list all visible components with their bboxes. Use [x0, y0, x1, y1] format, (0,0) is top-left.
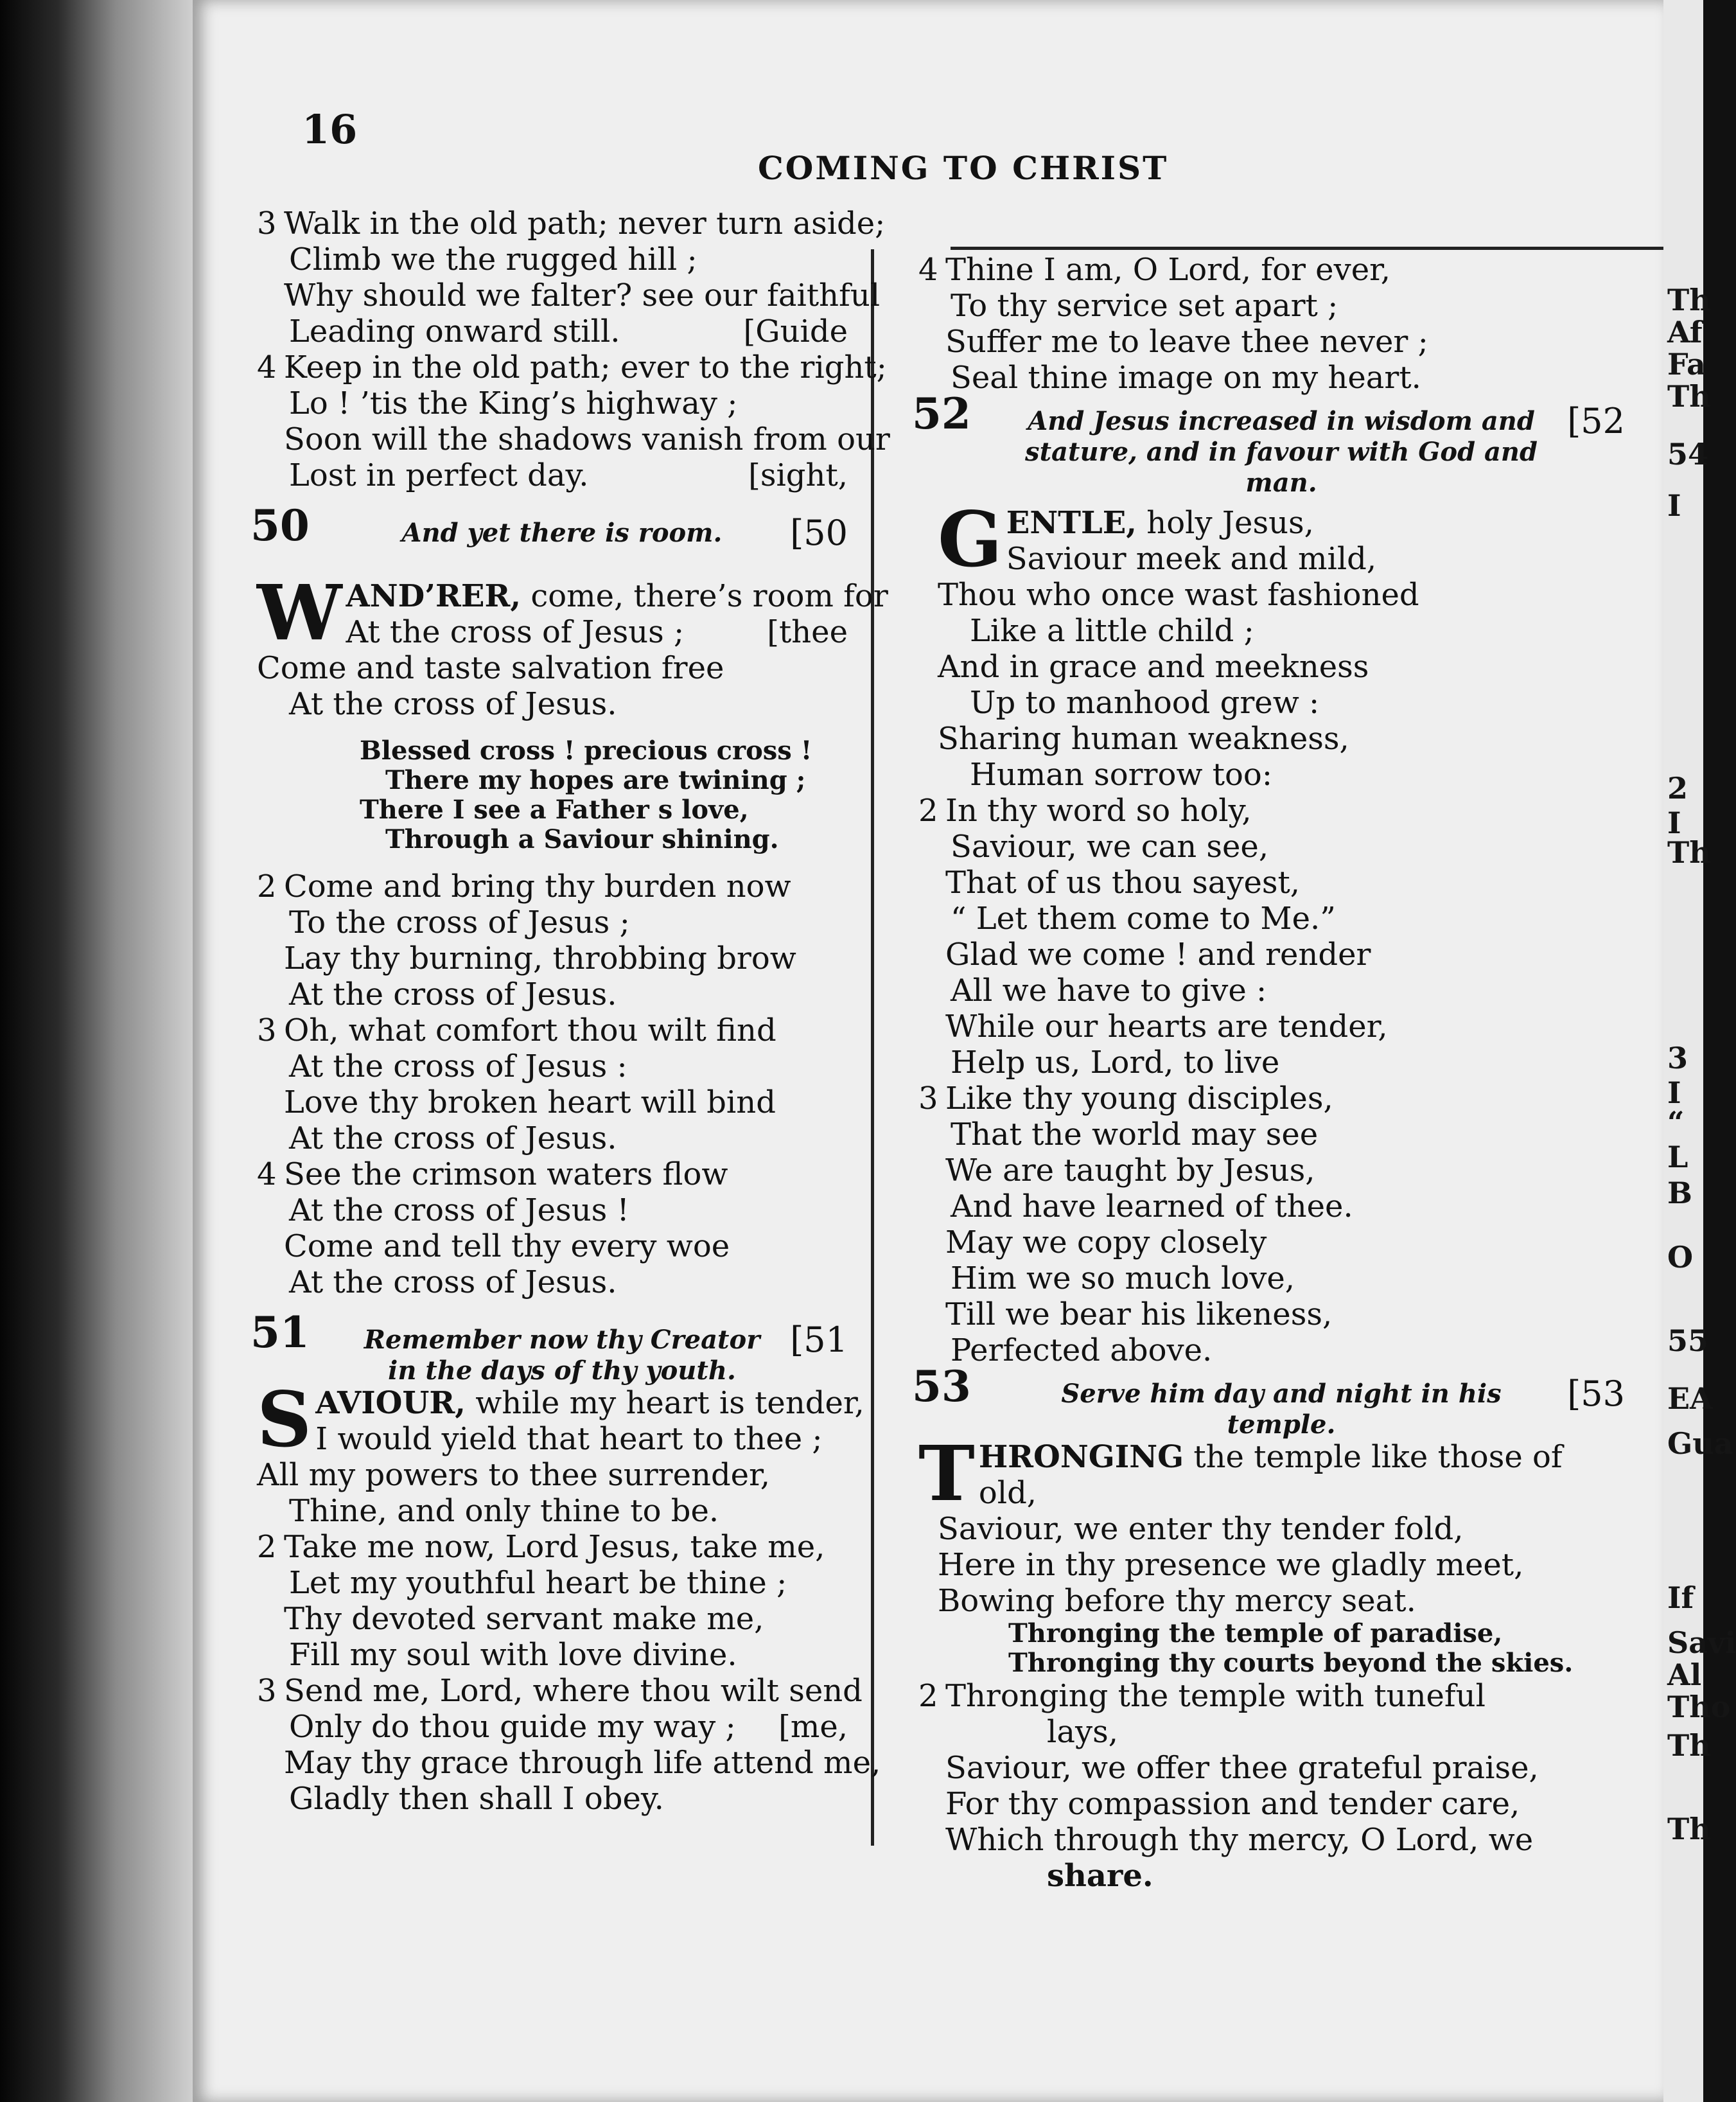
hymn-49-verse-4 [257, 349, 890, 493]
hymn-52-verse-1 [918, 495, 1625, 793]
verse-line: We are taught by Jesus, [945, 1153, 1315, 1188]
verse-line: Perfected above. [951, 1332, 1213, 1368]
verse-line: Come and tell thy every woe [284, 1228, 730, 1264]
hymn-53-verse-2 [918, 1678, 1625, 1894]
verse-number: 2 [918, 793, 938, 829]
verse-line: Send me, Lord, where thou wilt send [284, 1673, 863, 1709]
verse-line: Till we bear his likeness, [945, 1296, 1333, 1332]
verse-line: See the crimson waters flow [284, 1156, 728, 1192]
verse-line: Let my youthful heart be thine ; [289, 1565, 787, 1601]
verse-line: In thy word so holy, [945, 793, 1252, 829]
verse-line: Here in thy presence we gladly meet, [938, 1547, 1524, 1583]
verse-line: Up to manhood grew : [970, 685, 1320, 721]
verse-line: And in grace and meekness [938, 649, 1369, 685]
first-word: AND’RER, [346, 578, 522, 614]
chorus-line: There my hopes are twining ; [385, 765, 806, 795]
hymn-50-chorus [257, 736, 848, 854]
scripture-text: And yet there is room. [401, 518, 723, 548]
verse-line: Like a little child ; [970, 613, 1254, 649]
verse-line: Climb we the rugged hill ; [289, 242, 697, 278]
hymn-number: 53 [912, 1361, 971, 1411]
verse-line: Only do thou guide my way ; [289, 1709, 736, 1745]
hymn-53-chorus [918, 1619, 1625, 1678]
verse-line: Oh, what comfort thou wilt find [284, 1012, 776, 1048]
verse-number: 3 [257, 206, 277, 242]
hymn-number: 52 [912, 389, 971, 439]
verse-line: lays, [1047, 1714, 1118, 1750]
verse-line: Him we so much love, [951, 1260, 1295, 1296]
verse-line: Come and bring thy burden now [284, 869, 791, 905]
verse-number: 2 [257, 869, 277, 905]
hymn-51-verse-3 [257, 1673, 881, 1817]
verse-line: For thy compassion and tender care, [945, 1786, 1520, 1822]
hymn-number: 50 [250, 500, 310, 551]
scripture-text: And Jesus increased in wisdom and stature, and in favour with God and man. [1025, 406, 1538, 498]
column-divider [871, 249, 874, 1846]
verse-line: Gladly then shall I obey. [289, 1781, 664, 1817]
verse-line: Saviour, we can see, [951, 829, 1269, 865]
hymn-50-verse-3 [257, 1012, 848, 1156]
book-binding-shadow [0, 0, 193, 2102]
verse-line: holy Jesus, [1137, 505, 1314, 541]
hymn-50-verse-1 [257, 568, 888, 722]
edge-fragment: EA [1667, 1381, 1713, 1416]
runover-word: [thee [767, 614, 848, 650]
edge-fragment: Tho [1667, 1690, 1731, 1724]
verse-line: the temple like those of [1184, 1439, 1563, 1475]
edge-fragment: Af [1667, 315, 1703, 349]
edge-fragment: “ L [1667, 1105, 1688, 1174]
page-number: 16 [302, 106, 358, 153]
verse-line: At the cross of Jesus. [289, 686, 617, 722]
verse-line: To thy service set apart ; [951, 288, 1338, 324]
verse-line: old, [978, 1475, 1037, 1511]
verse-line: Bowing before thy mercy seat. [938, 1583, 1416, 1619]
edge-fragment: Th [1667, 835, 1711, 870]
edge-fragment: If [1667, 1580, 1694, 1615]
drop-cap: S [257, 1375, 312, 1464]
verse-line: Lo ! ’tis the King’s highway ; [289, 385, 738, 421]
hymn-49-verse-3 [257, 206, 886, 349]
verse-line: Leading onward still. [289, 314, 620, 349]
chorus-line: There I see a Father s love, [360, 795, 749, 825]
verse-line: At the cross of Jesus ; [346, 614, 685, 650]
edge-fragment: 2 I [1667, 771, 1688, 840]
verse-number: 4 [257, 349, 277, 385]
verse-number: 2 [257, 1529, 277, 1565]
edge-fragment: Fa [1667, 347, 1706, 382]
verse-line: At the cross of Jesus. [289, 1264, 617, 1300]
verse-number: 3 [257, 1012, 277, 1048]
hymn-52-heading [912, 389, 1625, 505]
verse-line: At the cross of Jesus. [289, 976, 617, 1012]
hymn-52-verse-2 [918, 793, 1625, 1081]
verse-line: Help us, Lord, to live [951, 1045, 1280, 1081]
verse-line: May thy grace through life attend me, [284, 1745, 881, 1781]
first-word: AVIOUR, [315, 1385, 466, 1421]
hymn-50-verse-2 [257, 869, 848, 1012]
verse-line: That of us thou sayest, [945, 865, 1301, 901]
verse-line: Seal thine image on my heart. [951, 360, 1421, 396]
verse-line: Thou who once wast fashioned [938, 577, 1419, 613]
hymn-51-heading [250, 1307, 848, 1386]
verse-line: Lost in perfect day. [289, 457, 589, 493]
first-word: HRONGING [978, 1439, 1184, 1475]
verse-line: Soon will the shadows vanish from our [284, 421, 890, 457]
edge-fragment: B [1667, 1176, 1692, 1210]
hymn-49-final-verse [918, 252, 1625, 396]
verse-line: At the cross of Jesus : [289, 1048, 627, 1084]
verse-line: share. [1047, 1858, 1153, 1894]
verse-number: 2 [918, 1678, 938, 1714]
verse-line: At the cross of Jesus ! [289, 1192, 629, 1228]
verse-line: Come and taste salvation free [257, 650, 724, 686]
first-word: ENTLE, [1006, 505, 1137, 541]
verse-line: Take me now, Lord Jesus, take me, [284, 1529, 825, 1565]
edge-fragment: 55 [1667, 1323, 1709, 1358]
hymn-51-verse-1 [257, 1375, 864, 1529]
edge-fragment: Al [1667, 1657, 1702, 1692]
verse-line: Fill my soul with love divine. [289, 1637, 737, 1673]
verse-line: Thine I am, O Lord, for ever, [945, 252, 1391, 288]
chorus-line: Blessed cross ! precious cross ! [360, 736, 812, 766]
hymn-52-verse-3 [918, 1081, 1625, 1368]
edge-fragment: Th [1667, 1812, 1711, 1846]
verse-line: Walk in the old path; never turn aside; [284, 206, 886, 242]
verse-line: Why should we falter? see our faithful [284, 278, 881, 314]
hymn-number-right: [52 [1567, 401, 1625, 441]
verse-line: Thine, and only thine to be. [289, 1493, 719, 1529]
header-rule [951, 247, 1670, 250]
verse-line: Which through thy mercy, O Lord, we [945, 1822, 1534, 1858]
verse-line: Suffer me to leave thee never ; [945, 324, 1428, 360]
edge-fragment: Savi [1667, 1625, 1736, 1660]
verse-line: May we copy closely [945, 1224, 1267, 1260]
verse-line: Sharing human weakness, [938, 721, 1349, 757]
edge-fragment: 3 I [1667, 1041, 1688, 1110]
verse-line: While our hearts are tender, [945, 1009, 1388, 1045]
page-title: COMING TO CHRIST [758, 149, 1169, 187]
verse-line: “ Let them come to Me.” [951, 901, 1336, 937]
chorus-line: Thronging thy courts beyond the skies. [1008, 1648, 1574, 1678]
verse-line: Human sorrow too: [970, 757, 1272, 793]
verse-line: All we have to give : [951, 973, 1267, 1009]
verse-line: Love thy broken heart will bind [284, 1084, 776, 1120]
verse-line: Thronging the temple with tuneful [945, 1678, 1486, 1714]
verse-number: 4 [918, 252, 938, 288]
verse-line: And have learned of thee. [951, 1188, 1353, 1224]
hymn-number-right: [51 [790, 1320, 848, 1360]
hymn-50-heading [250, 500, 848, 578]
edge-fragment: 54 [1667, 437, 1709, 472]
hymn-number-right: [50 [790, 513, 848, 553]
verse-line: Glad we come ! and render [945, 937, 1371, 973]
verse-number: 3 [918, 1081, 938, 1117]
drop-cap: T [918, 1429, 975, 1518]
scripture-text: Remember now thy Creator in the days of thy youth. [364, 1325, 760, 1386]
verse-line: Keep in the old path; ever to the right; [284, 349, 887, 385]
edge-fragment: I [1667, 488, 1681, 523]
verse-number: 3 [257, 1673, 277, 1709]
verse-line: That the world may see [951, 1117, 1319, 1153]
verse-line: Like thy young disciples, [945, 1081, 1333, 1117]
runover-word: [sight, [748, 457, 848, 493]
verse-line: Saviour, we offer thee grateful praise, [945, 1750, 1539, 1786]
hymn-50-verse-4 [257, 1156, 848, 1300]
verse-line: At the cross of Jesus. [289, 1120, 617, 1156]
verse-line: I would yield that heart to thee ; [315, 1421, 823, 1457]
runover-word: [Guide [743, 314, 848, 349]
right-column [912, 252, 1625, 1894]
hymn-53-heading [912, 1361, 1625, 1440]
hymnal-page [193, 0, 1663, 2102]
edge-fragment: O [1667, 1240, 1694, 1275]
verse-line: Saviour meek and mild, [1006, 541, 1377, 577]
left-column [250, 206, 890, 1817]
edge-fragment: Th [1667, 379, 1711, 414]
chorus-line: Through a Saviour shining. [385, 824, 779, 854]
runover-word: [me, [778, 1709, 848, 1745]
edge-fragment: Th [1667, 283, 1711, 317]
edge-fragment: Th [1667, 1728, 1711, 1763]
hymn-51-verse-2 [257, 1529, 848, 1673]
verse-line: Thy devoted servant make me, [284, 1601, 764, 1637]
chorus-line: Thronging the temple of paradise, [1008, 1618, 1503, 1648]
verse-line: while my heart is tender, [465, 1385, 864, 1421]
drop-cap: G [938, 495, 1003, 584]
edge-fragment: Gua [1667, 1426, 1733, 1461]
drop-cap: W [257, 568, 342, 657]
verse-line: All my powers to thee surrender, [257, 1457, 771, 1493]
scripture-text: Serve him day and night in his temple. [1061, 1379, 1502, 1440]
verse-number: 4 [257, 1156, 277, 1192]
hymn-number-right: [53 [1567, 1373, 1625, 1414]
hymn-53-verse-1 [918, 1429, 1625, 1619]
verse-line: come, there’s room for [521, 578, 888, 614]
verse-line: To the cross of Jesus ; [289, 905, 630, 941]
verse-line: Saviour, we enter thy tender fold, [938, 1511, 1464, 1547]
verse-line: Lay thy burning, throbbing brow [284, 941, 796, 976]
hymn-number: 51 [250, 1307, 310, 1357]
